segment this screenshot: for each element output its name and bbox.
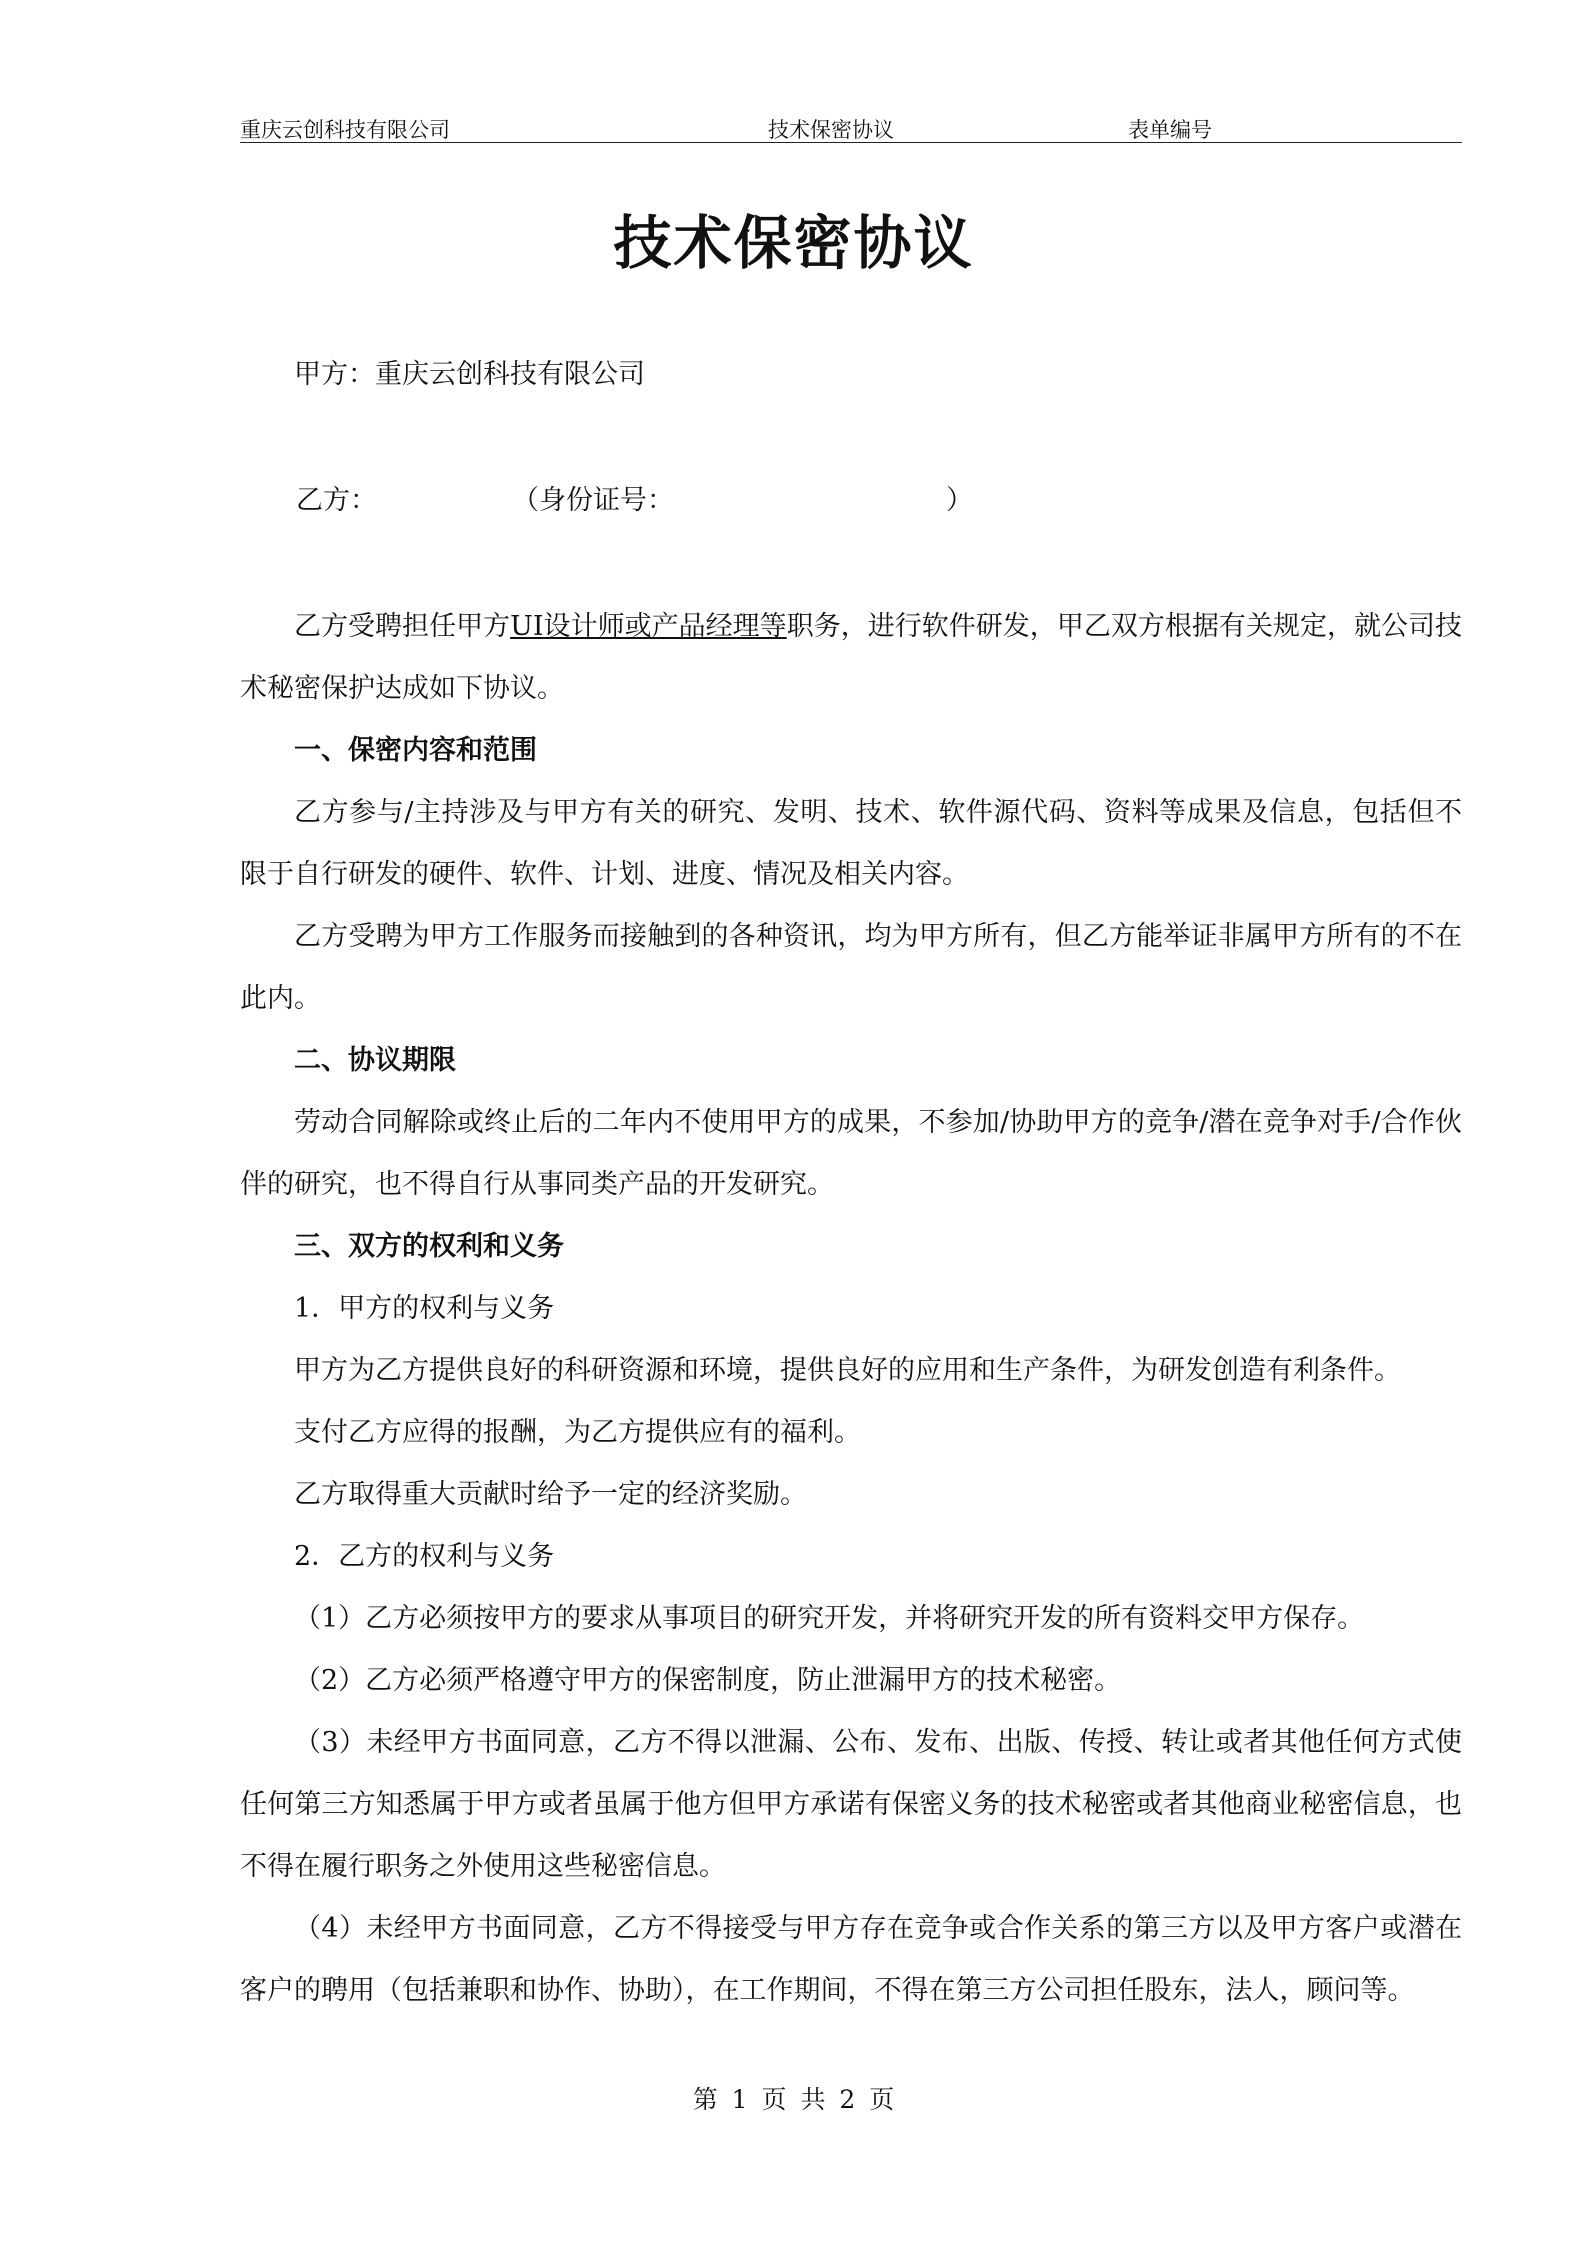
header-company: 重庆云创科技有限公司 xyxy=(240,118,450,142)
document-title: 技术保密协议 xyxy=(613,209,974,277)
party-b-label: 乙方： xyxy=(296,485,377,516)
intro-before: 乙方受聘担任甲方 xyxy=(294,611,511,642)
document-body xyxy=(240,344,1462,2022)
section-1-paragraph-2: 乙方受聘为甲方工作服务而接触到的各种资讯，均为甲方所有，但乙方能举证非属甲方所有的不在此内。 xyxy=(240,921,1462,1014)
party-a-line: 甲方：重庆云创科技有限公司 xyxy=(294,359,645,390)
party-a-duty-2: 支付乙方应得的报酬，为乙方提供应有的福利。 xyxy=(294,1417,861,1448)
section-2-heading: 二、协议期限 xyxy=(294,1045,456,1076)
party-b-line xyxy=(240,470,1462,532)
party-a-duty-1: 甲方为乙方提供良好的科研资源和环境，提供良好的应用和生产条件，为研发创造有利条件。 xyxy=(294,1355,1401,1386)
party-a-duty-3: 乙方取得重大贡献时给予一定的经济奖励。 xyxy=(294,1479,807,1510)
party-b-duty-2: （2）乙方必须严格遵守甲方的保密制度，防止泄漏甲方的技术秘密。 xyxy=(294,1665,1122,1696)
intro-position: UI设计师或产品经理等 xyxy=(510,611,787,642)
intro-paragraph xyxy=(240,596,1462,720)
page-header xyxy=(240,110,1462,143)
party-b-duty-1: （1）乙方必须按甲方的要求从事项目的研究开发，并将研究开发的所有资料交甲方保存。 xyxy=(294,1603,1365,1634)
section-1-heading: 一、保密内容和范围 xyxy=(294,735,537,766)
id-number-label: （身份证号： xyxy=(512,485,674,516)
party-b-duty-3: （3）未经甲方书面同意，乙方不得以泄漏、公布、发布、出版、传授、转让或者其他任何方式使任何第三方知悉属于甲方或者虽属于他方但甲方承诺有保密义务的技术秘密或者其他商业秘密信息，也不得在履行职务之外使用这些秘密信息。 xyxy=(240,1727,1462,1882)
header-form-number: 表单编号 xyxy=(1128,118,1212,142)
page-number: 第 1 页 共 2 页 xyxy=(692,2085,895,2114)
subsection-1-title: 1．甲方的权利与义务 xyxy=(294,1293,555,1324)
subsection-2-title: 2．乙方的权利与义务 xyxy=(294,1541,555,1572)
section-2-paragraph-1: 劳动合同解除或终止后的二年内不使用甲方的成果，不参加/协助甲方的竞争/潜在竞争对手/合作伙伴的研究，也不得自行从事同类产品的开发研究。 xyxy=(240,1107,1462,1200)
id-number-close: ） xyxy=(946,485,973,516)
section-1-paragraph-1: 乙方参与/主持涉及与甲方有关的研究、发明、技术、软件源代码、资料等成果及信息，包括但不限于自行研发的硬件、软件、计划、进度、情况及相关内容。 xyxy=(240,797,1462,890)
party-b-duty-4: （4）未经甲方书面同意，乙方不得接受与甲方存在竞争或合作关系的第三方以及甲方客户或潜在客户的聘用（包括兼职和协作、协助），在工作期间，不得在第三方公司担任股东，法人，顾问等。 xyxy=(240,1913,1462,2006)
intro-after: 职务，进行软件研发，甲乙双方根据有关规定，就公司技术秘密保护达成如下协议。 xyxy=(240,611,1463,704)
header-doc-title: 技术保密协议 xyxy=(768,118,894,142)
section-3-heading: 三、双方的权利和义务 xyxy=(294,1231,564,1262)
